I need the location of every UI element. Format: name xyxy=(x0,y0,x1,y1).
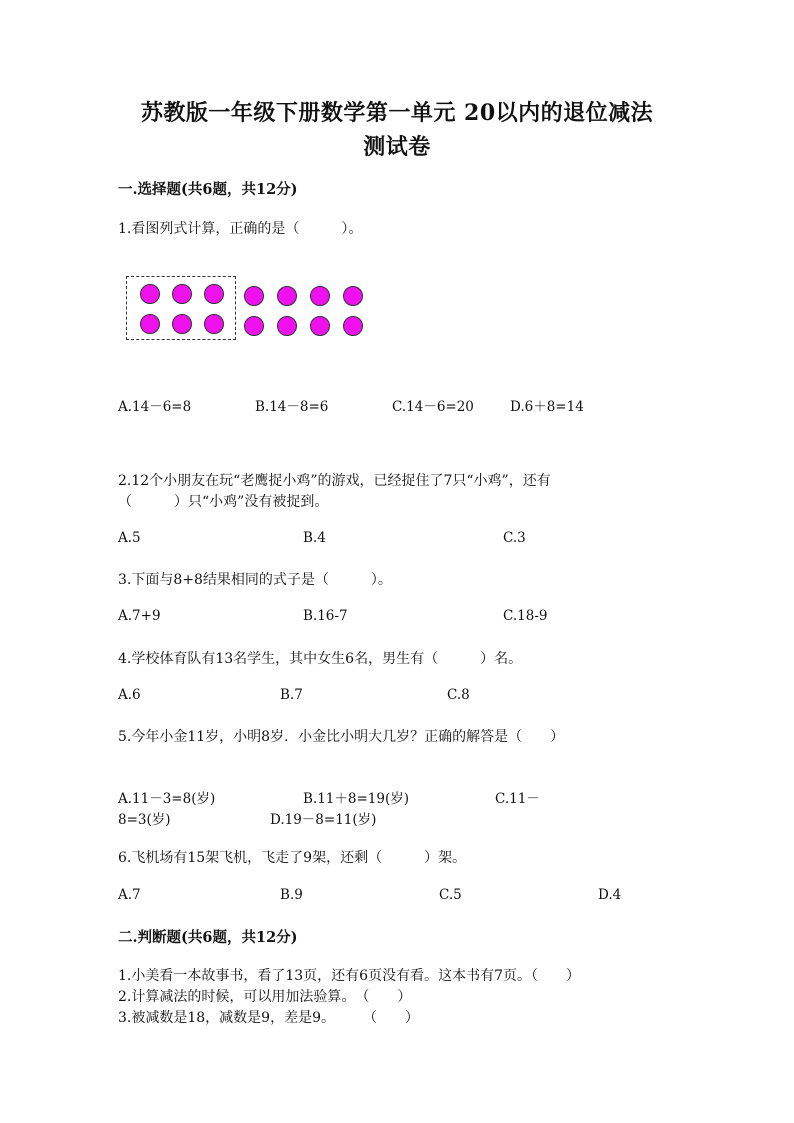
exam-title-line2: 测试卷 xyxy=(363,134,431,160)
question-4-option-a[interactable]: A.6 xyxy=(118,687,141,703)
dot xyxy=(172,314,192,334)
question-6-text: 6.飞机场有15架飞机，飞走了9架，还剩（ ）架。 xyxy=(118,850,467,866)
question-3-option-a[interactable]: A.7+9 xyxy=(118,608,161,624)
question-6-option-c[interactable]: C.5 xyxy=(439,887,462,903)
section-heading-judgement: 二.判断题(共6题，共12分) xyxy=(118,929,298,946)
dot xyxy=(140,314,160,334)
dot xyxy=(204,284,224,304)
question-5-option-b[interactable]: B.11＋8=19(岁) xyxy=(303,791,410,807)
question-5-option-d[interactable]: D.19－8=11(岁) xyxy=(270,812,377,828)
dot xyxy=(343,286,363,306)
dot xyxy=(343,316,363,336)
judgement-item-2: 2.计算减法的时候，可以用加法验算。 （ ） xyxy=(118,989,412,1005)
question-4-option-b[interactable]: B.7 xyxy=(280,687,303,703)
question-3-option-b[interactable]: B.16-7 xyxy=(303,608,348,624)
question-1-option-a[interactable]: A.14－6=8 xyxy=(118,399,192,415)
question-6-option-a[interactable]: A.7 xyxy=(118,887,141,903)
dot xyxy=(277,286,297,306)
question-5-option-a[interactable]: A.11－3=8(岁) xyxy=(118,791,216,807)
question-6-option-b[interactable]: B.9 xyxy=(280,887,303,903)
question-1-text: 1.看图列式计算，正确的是（ ）。 xyxy=(118,221,363,237)
dot xyxy=(204,314,224,334)
question-1-option-d[interactable]: D.6＋8=14 xyxy=(510,399,584,415)
question-1-option-c[interactable]: C.14－6=20 xyxy=(392,399,474,415)
question-2-option-b[interactable]: B.4 xyxy=(303,530,326,546)
dot xyxy=(244,286,264,306)
dot xyxy=(172,284,192,304)
exam-title-line1: 苏教版一年级下册数学第一单元 20以内的退位减法 xyxy=(140,100,654,126)
dot xyxy=(277,316,297,336)
dot xyxy=(244,316,264,336)
question-6-option-d[interactable]: D.4 xyxy=(598,887,622,903)
dot xyxy=(310,316,330,336)
question-3-option-c[interactable]: C.18-9 xyxy=(503,608,548,624)
dot xyxy=(310,286,330,306)
dot xyxy=(140,284,160,304)
question-2-option-a[interactable]: A.5 xyxy=(118,530,141,546)
question-2-text-line2: （ ）只“小鸡”没有被捉到。 xyxy=(118,494,329,510)
section-heading-choice: 一.选择题(共6题，共12分) xyxy=(118,181,298,198)
question-1-option-b[interactable]: B.14－8=6 xyxy=(255,399,329,415)
question-1-dot-figure xyxy=(122,272,372,344)
question-5-option-c[interactable]: C.11－ xyxy=(495,791,540,807)
question-4-text: 4.学校体育队有13名学生，其中女生6名，男生有（ ）名。 xyxy=(118,651,523,667)
question-2-option-c[interactable]: C.3 xyxy=(503,530,526,546)
question-4-option-c[interactable]: C.8 xyxy=(447,687,470,703)
question-2-text-line1: 2.12个小朋友在玩“老鹰捉小鸡”的游戏，已经捉住了7只“小鸡”，还有 xyxy=(118,473,551,489)
judgement-item-1: 1.小美看一本故事书，看了13页，还有6页没有看。这本书有7页。（ ） xyxy=(118,968,580,984)
question-3-text: 3.下面与8+8结果相同的式子是（ ）。 xyxy=(118,572,392,588)
question-5-option-c-continued[interactable]: 8=3(岁) xyxy=(118,812,171,828)
judgement-item-3: 3.被减数是18，减数是9，差是9。 （ ） xyxy=(118,1010,419,1026)
question-5-text: 5.今年小金11岁，小明8岁．小金比小明大几岁？正确的解答是（ ） xyxy=(118,729,565,745)
